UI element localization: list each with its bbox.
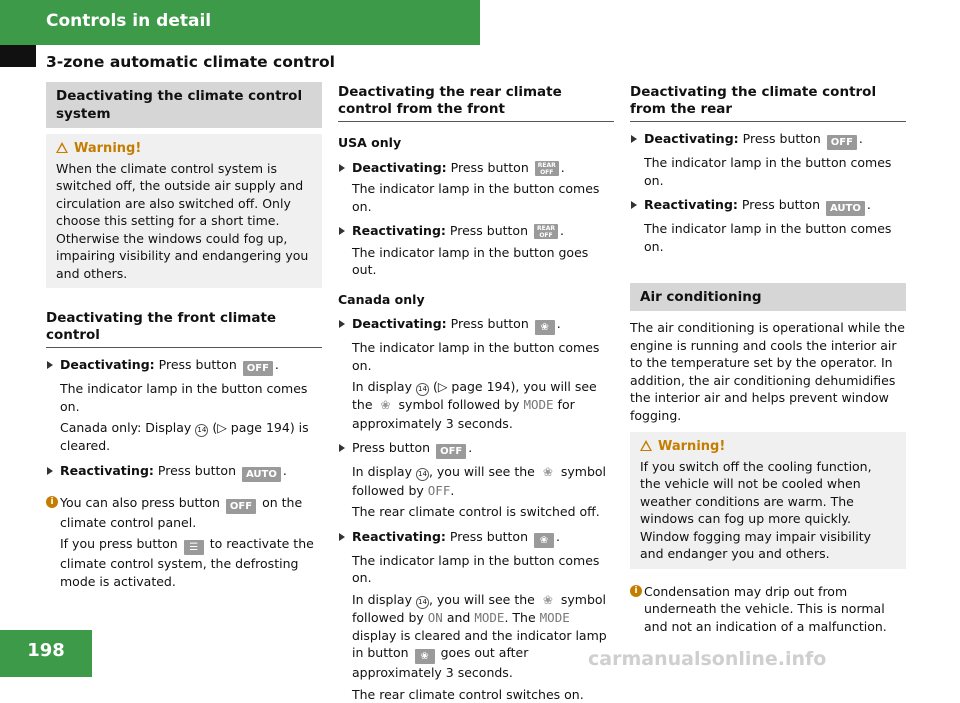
step-lamp-note: The indicator lamp in the button comes on. [60, 381, 308, 414]
step-deactivating-front: Deactivating: Press button OFF . [46, 356, 322, 376]
step-reactivating-front: Reactivating: Press button AUTO . [46, 462, 322, 482]
page-number: 198 [27, 640, 65, 661]
section-tab-marker [0, 45, 36, 67]
off-button-key: OFF [243, 361, 273, 376]
auto-button-key: AUTO [242, 467, 281, 482]
info-circle-icon: i [46, 496, 58, 508]
usa-only-label: USA only [338, 135, 402, 150]
warning-triangle-icon [56, 142, 68, 153]
heading-from-rear: Deactivating the climate control from the rear [630, 84, 906, 122]
section-title: 3-zone automatic climate control [46, 53, 335, 71]
heading-deactivating-system: Deactivating the climate control system [46, 82, 322, 128]
info-note-condensation: i Condensation may drip out from underneath the vehicle. This is normal and not an indication of a malfunction. [630, 583, 906, 636]
column-3: Deactivating the climate control from the rear Deactivating: Press button OFF . The indicator lamp in the button comes on. Reactivating: Press button AUTO . The indicator lamp in the button comes on. Air conditioning The air conditioning is operational while the engine is running and cools the interior air to the temperature set by the operator. In addition, the air conditioning dehumidifies the interior air and helps prevent window fogging. Warning! If you switch off the cooling function, the vehicle will not be cooled when weather conditions are warm. The windows can fog up more quickly. Window fogging may impair visibility and endanger you and others. i Condensation may drip out from underneath the vehicle. This is normal and not an indication of a malfunction. [630, 84, 905, 634]
watermark: carmanualsonline.info [588, 648, 827, 670]
info-circle-icon: i [630, 585, 642, 597]
heading-rear-from-front: Deactivating the rear climate control from the front [338, 84, 614, 122]
warning-box-system [46, 134, 322, 288]
fan-icon: ❀ [380, 398, 391, 412]
info-note-defrost: If you press button ☰ to reactivate the climate control system, the defrosting mode is activated. [60, 536, 314, 589]
warning-box-cooling: Warning! If you switch off the cooling function, the vehicle will not be cooled when weather conditions are warm. The windows can fog up more quickly. Window fogging may impair visibility and endanger you and others. [630, 432, 906, 569]
info-note-panel: i You can also press button OFF on the climate control panel. [46, 494, 322, 532]
rear-off-button-key: REAR OFF [535, 161, 559, 176]
heading-air-conditioning: Air conditioning [630, 283, 906, 311]
defrost-button-key: ☰ [184, 540, 204, 555]
canada-only-label: Canada only [338, 291, 425, 307]
step-canada-note: Canada only: Display 14 (▷ page 194) is cleared. [60, 420, 309, 453]
rear-fan-button-key: ❀ [535, 320, 555, 335]
warning-triangle-icon [640, 440, 652, 451]
warning-title: Warning! [74, 141, 142, 156]
chapter-title: Controls in detail [46, 11, 212, 31]
column-1 [46, 82, 322, 590]
heading-front-climate: Deactivating the front climate control [46, 310, 322, 348]
column-2: Deactivating the rear climate control from the front USA only Deactivating: Press button REAR OFF . The indicator lamp in the button comes on. Reactivating: Press button REAR OFF . The indicator lamp in the button goes out. Canada only Deactivating: Press button ❀ . The indicator lamp in the button comes on. In display 14 (▷ page 194), you will see the ❀ symbol followed by MODE for approximately 3 seconds. Press button OFF . In display 14 , you will see the ❀ symbol followed by OFF. The rear climate control is switched off. Reactivating: Press button ❀ . The indicator lamp in the button comes on. In display 14 , you will see the ❀ symbol followed by ON and MODE. The MODE display is cleared and the indicator lamp in button ❀ goes out after approximately 3 seconds. The rear climate control switches on. [338, 82, 614, 703]
ac-description: The air conditioning is operational while the engine is running and cools the interior air to the temperature set by the operator. In addition, the air conditioning dehumidifies the interior air and helps prevent window fogging. [630, 320, 905, 423]
warning-text: When the climate control system is switched off, the outside air supply and circulation are also switched off. Only choose this setting for a short time. Otherwise the windows could fog up, impairing visibility and endangering you and others. [56, 160, 309, 281]
display-ref-14: 14 [195, 424, 208, 437]
